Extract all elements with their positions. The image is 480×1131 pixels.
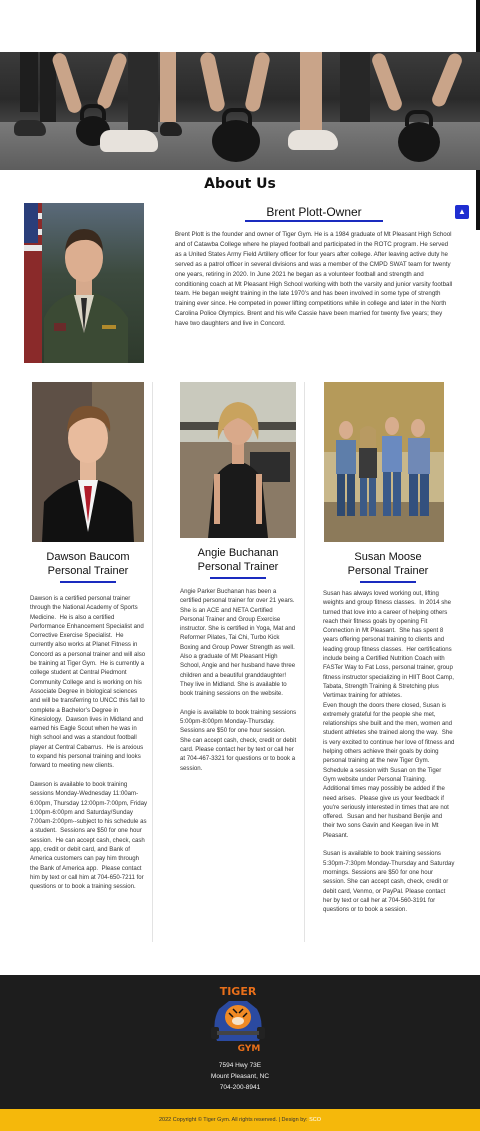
footer-address-line2: Mount Pleasant, NC: [210, 1073, 270, 1080]
chevron-up-icon: ▲: [458, 207, 466, 216]
owner-name-underline: [245, 220, 383, 222]
scroll-to-top-button[interactable]: [455, 205, 469, 219]
trainer-name-susan: Susan Moose Personal Trainer: [347, 551, 429, 577]
page-title: About Us: [204, 176, 276, 192]
column-divider: [152, 382, 153, 942]
svg-text:GYM: GYM: [237, 1044, 261, 1054]
tiger-gym-logo[interactable]: [203, 983, 273, 1055]
column-divider: [304, 382, 305, 942]
trainer-photo-dawson: [32, 382, 144, 542]
top-header: [0, 0, 480, 52]
svg-text:TIGER: TIGER: [219, 985, 257, 998]
trainer-name-dawson: Dawson Baucom Personal Trainer: [46, 551, 130, 577]
footer-address-line1: 7594 Hwy 73E: [218, 1062, 262, 1069]
trainer-photo-angie: [180, 382, 296, 538]
hero-banner-image: [0, 52, 480, 170]
owner-name: Brent Plott-Owner: [266, 205, 362, 219]
trainer-name-underline: [210, 577, 266, 579]
trainer-bio-dawson: Dawson is a certified personal trainer through the National Academy of Sports Medicine. He is also a certified Performance Enhancement Specialist and Corrective Exercise Specialist. He currently also works at Planet Fitness in Concord as a personal trainer and will also be training at Tiger Gym. He is currently a college student at Central Piedmont Community College and is working on his Associate Degree in biological sciences and will be transferring to UNCC this fall to complete a Bachelor’s Degree in Kinesiology. Dawson lives in Midland and earned his Eagle Scout when he was in high school and was a standout football player at Central Cabarrus. He is anxious to expand his personal training and looks forward to meeting new clients. Dawson is available to book training sessions Monday-Wednesday 11:00am-6:00pm, Thursday 12:00pm-7:00pm, Friday 1:00pm-6:00pm and Saturday/Sunday 7:00am-2:00pm--subject to his schedule as a student. Sessions are $50 for one hour session. He can accept cash, check, cash app, credit or debit card, and Bank of America customers can pay him through the Bank of America app. Please contact him by text or call him at 704-650-7211 for questions or to book a training session.: [30, 595, 148, 891]
copyright-text: 2022 Copyright © Tiger Gym. All rights reserved. | Design by:: [159, 1117, 308, 1123]
trainer-name-underline: [360, 581, 416, 583]
designer-link[interactable]: SCO: [309, 1117, 321, 1123]
footer-phone[interactable]: 704-200-8941: [219, 1084, 261, 1091]
owner-photo: [24, 203, 144, 363]
copyright-bar: [0, 1109, 480, 1131]
trainer-photo-susan: [324, 382, 444, 542]
trainer-bio-susan: Susan has always loved working out, lifting weights and group fitness classes. In 2014 she turned that love into a career of helping others reach their fitness goals by opening Fit Connection in Mt Pleasant. She has spent 8 years offering personal training to clients and leading group fitness classes. Her certifications include being a Certified Nutrition Coach with FASTer Way to Fat Loss, personal trainer, group fitness instructor specializing in HIIT Boot Camp, Tabata, Strength Training & Stretching plus Vertimax training for athletes. Even though the doors there closed, Susan is extremely grateful for the people she met, relationships she built and the men, women and student athletes she trained along the way. She is very excited to continue her love of fitness and helping others achieve their goals by doing personal training at the new Tiger Gym. Schedule a session with Susan on the Tiger Gym website under Personal Training. Additional times may possibly be added if the need arises. Please give us your feedback if you're seriously interested in times that are not offered. Susan and her husband Benjie and their two sons Gavin and Keegan live in Mt Pleasant. Susan is available to book training sessions 5:30pm-7:30pm Monday-Thursday and Saturday mornings. Sessions are $50 for one hour session. She can accept cash, check, credit or debit card, Venmo, or PayPal. Please contact her by text or call her at 704-560-3191 for questions or to book a session.: [323, 590, 455, 914]
owner-bio: Brent Plott is the founder and owner of Tiger Gym. He is a 1984 graduate of Mt Pleasant High School and of Catawba College where he played football and participated in the ROTC program. He served as a United States Army Field Artillery officer for four years after college. After leaving active duty he served as a patrol officer in several divisions and was a member of the CMPD SWAT team for twenty one years, retiring in 2020. In June 2021 he began as a volunteer football and strength and conditioning coach at Mt Pleasant High School working with both the varsity and junior varsity football team. He began weight training in the late 1970’s and has been involved in some type of strength training ever since. He competed in power lifting competitions while in college and later in the North Carolina Police Olympics. Brent and his wife Cassie have been married for twenty five years; they have two daughters and live in Concord.: [175, 231, 453, 328]
trainer-bio-angie: Angie Parker Buchanan has been a certified personal trainer for over 21 years. She is an ACE and NETA Certified Personal Trainer and Group Exercise instructor. She is certified in Yoga, Mat and Reformer Pilates, Tai Chi, Turbo Kick Boxing and Group Power Strength as well. Also a graduate of Mt Pleasant High School, Angie and her husband have three children and a beautiful granddaughter! They live in Midland. She is available to book training sessions on the website. Angie is available to book training sessions 5:00pm-8:00pm Monday-Thursday. Sessions are $50 for one hour session. She can accept cash, check, credit or debit card. Please contact her by text or call her at 704-467-3321 for questions or to book a session.: [180, 588, 297, 772]
trainer-name-angie: Angie Buchanan Personal Trainer: [197, 547, 279, 573]
trainer-name-underline: [60, 581, 116, 583]
